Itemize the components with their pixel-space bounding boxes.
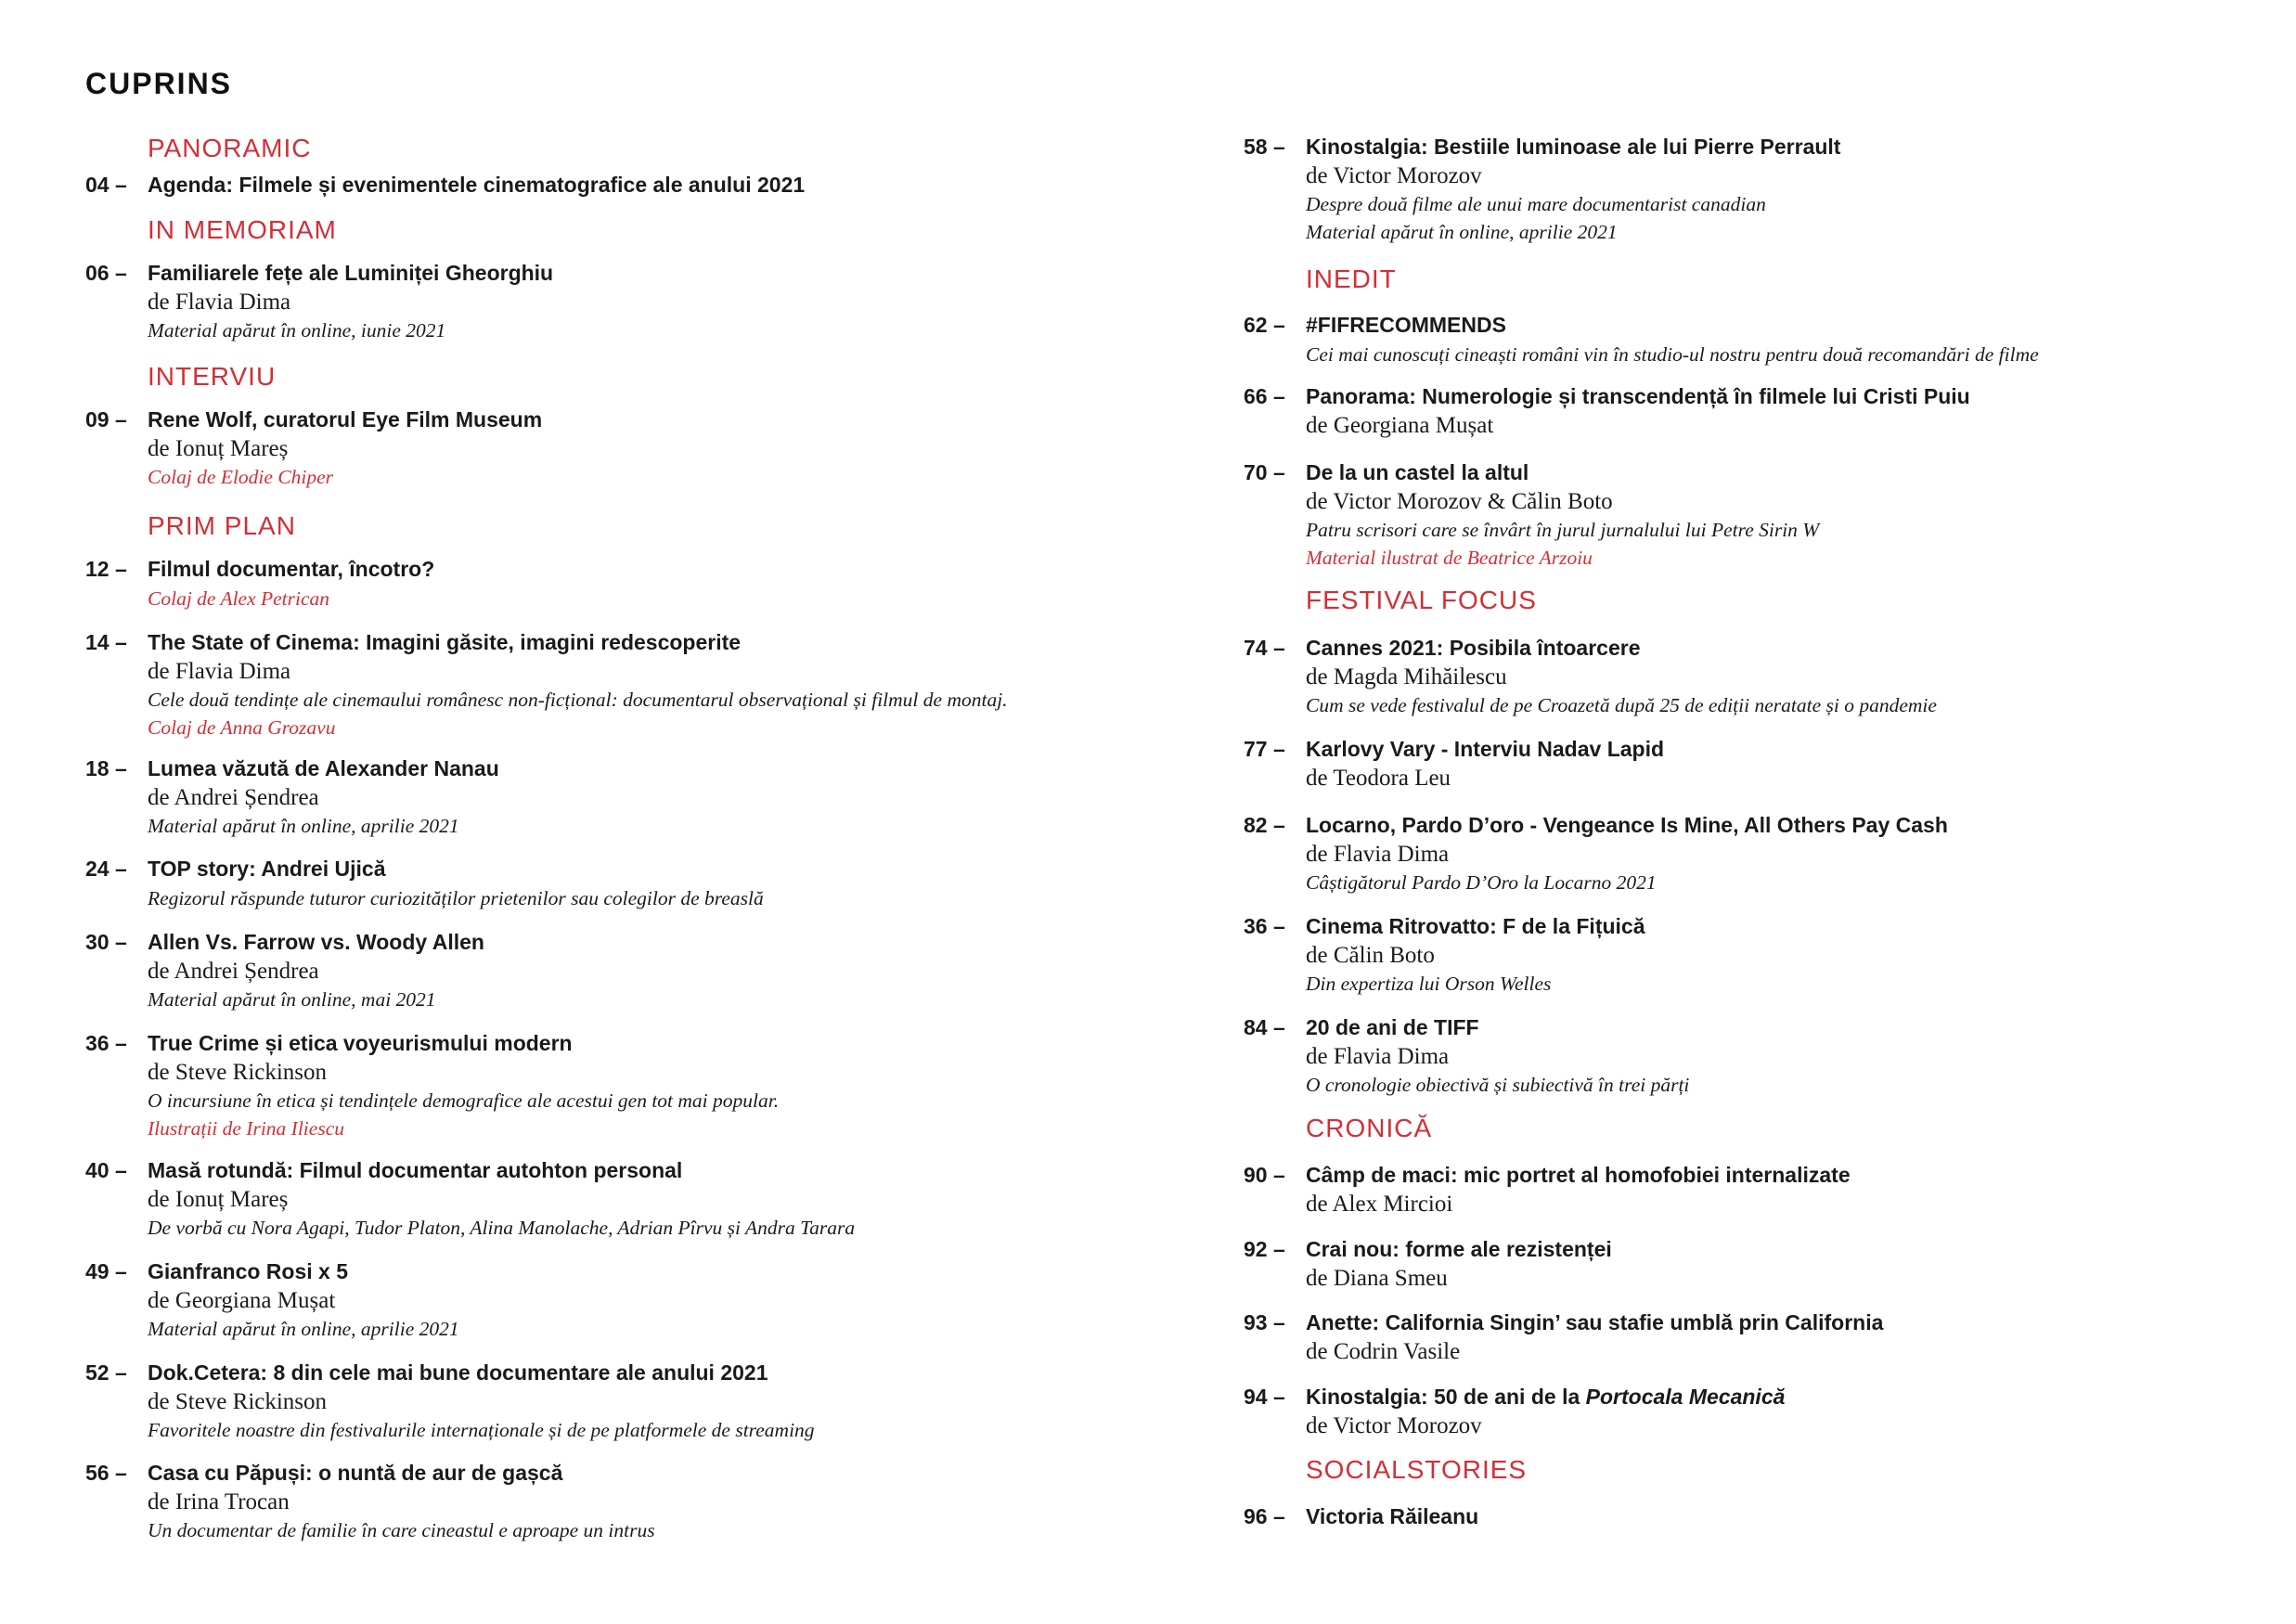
entry-author: de Ionuț Mareș [148,436,289,461]
page-number: 77 – [1244,737,1285,762]
entry-author: de Victor Morozov & Călin Boto [1306,489,1613,514]
entry-author: de Flavia Dima [148,659,291,684]
page-number: 96 – [1244,1504,1285,1529]
entry-author: de Teodora Leu [1306,766,1451,791]
entry-description: Favoritele noastre din festivalurile internaționale și de pe platformele de streaming [148,1419,815,1441]
entry-title: Locarno, Pardo D’oro - Vengeance Is Mine, All Others Pay Cash [1306,813,1948,837]
entry-description: Despre două filme ale unui mare documentarist canadian [1306,193,1766,215]
entry-title: Lumea văzută de Alexander Nanau [148,756,499,780]
entry-title: Panorama: Numerologie și transcendență în filmele lui Cristi Puiu [1306,384,1970,408]
page-number: 24 – [85,857,127,882]
page-number: 36 – [85,1031,127,1056]
entry-author: de Irina Trocan [148,1489,290,1514]
page-number: 14 – [85,630,127,655]
entry-description: Cei mai cunoscuți cineaști români vin în studio-ul nostru pentru două recomandări de filme [1306,343,2039,366]
page-number: 52 – [85,1360,127,1386]
section-heading-socialstories: SOCIALSTORIES [1306,1455,1528,1484]
page-number: 49 – [85,1259,127,1284]
entry-description: Din expertiza lui Orson Welles [1306,973,1552,995]
entry-title-text: Kinostalgia: 50 de ani de la [1306,1385,1586,1409]
entry-title: Dok.Cetera: 8 din cele mai bune documentare ale anului 2021 [148,1360,768,1385]
entry-title: Cannes 2021: Posibila întoarcere [1306,636,1641,660]
entry-description: Un documentar de familie în care cineastul e aproape un intrus [148,1519,655,1541]
page-number: 36 – [1244,914,1285,939]
entry-description: Cele două tendințe ale cinemaului românesc non-ficțional: documentarul observațional și filmul de montaj. [148,689,1008,711]
entry-author: de Diana Smeu [1306,1266,1448,1291]
entry-description: Material apărut în online, aprilie 2021 [148,815,459,837]
entry-description: O cronologie obiectivă și subiectivă în trei părți [1306,1074,1690,1096]
page-number: 40 – [85,1158,127,1183]
section-heading-interviu: INTERVIU [148,362,277,391]
entry-title: Allen Vs. Farrow vs. Woody Allen [148,930,484,954]
entry-title: Karlovy Vary - Interviu Nadav Lapid [1306,737,1665,761]
entry-title: Gianfranco Rosi x 5 [148,1259,349,1283]
entry-description: Câștigătorul Pardo D’Oro la Locarno 2021 [1306,871,1657,894]
entry-title: #FIFRECOMMENDS [1306,313,1506,337]
page-number: 62 – [1244,313,1285,338]
entry-author: de Flavia Dima [1306,1044,1450,1069]
entry-title: TOP story: Andrei Ujică [148,857,386,881]
page-number: 94 – [1244,1385,1285,1410]
entry-title: True Crime și etica voyeurismului modern [148,1031,573,1055]
section-heading-festival-focus: FESTIVAL FOCUS [1306,586,1537,614]
entry-title: Kinostalgia: Bestiile luminoase ale lui Pierre Perrault [1306,135,1841,159]
entry-description: Material apărut în online, mai 2021 [148,988,436,1011]
entry-description: Material apărut în online, aprilie 2021 [148,1318,459,1340]
entry-description: Material apărut în online, aprilie 2021 [1306,221,1618,243]
entry-description: Material apărut în online, iunie 2021 [148,319,446,342]
entry-title: Familiarele fețe ale Luminiței Gheorghiu [148,261,554,285]
entry-author: de Codrin Vasile [1306,1339,1461,1364]
page-number: 30 – [85,930,127,955]
entry-title: Masă rotundă: Filmul documentar autohton personal [148,1158,683,1182]
entry-credit: Colaj de Alex Petrican [148,587,330,610]
entry-title: De la un castel la altul [1306,460,1529,484]
entry-author: de Andrei Șendrea [148,785,319,810]
entry-author: de Victor Morozov [1306,163,1482,188]
section-heading-in-memoriam: IN MEMORIAM [148,215,337,244]
page-number: 74 – [1244,636,1285,661]
entry-title: Victoria Răileanu [1306,1504,1479,1528]
entry-title: Crai nou: forme ale rezistenței [1306,1237,1612,1261]
entry-title [1306,1385,1785,1410]
entry-author: de Flavia Dima [1306,842,1450,867]
entry-author: de Steve Rickinson [148,1389,328,1414]
page-number: 09 – [85,407,127,432]
page-number: 04 – [85,173,127,198]
page-number: 82 – [1244,813,1285,838]
entry-author: de Ionuț Mareș [148,1187,289,1212]
page-number: 06 – [85,261,127,286]
entry-title: Filmul documentar, încotro? [148,557,435,581]
entry-credit: Ilustrații de Irina Iliescu [148,1117,344,1140]
page-number: 12 – [85,557,127,582]
entry-author: de Alex Mircioi [1306,1192,1453,1217]
entry-credit: Material ilustrat de Beatrice Arzoiu [1306,547,1593,569]
page-number: 58 – [1244,135,1285,160]
entry-title: Anette: California Singin’ sau stafie umblă prin California [1306,1310,1884,1334]
entry-description: Cum se vede festivalul de pe Croazetă după 25 de ediții neratate și o pandemie [1306,694,1937,716]
page-number: 66 – [1244,384,1285,409]
entry-description: De vorbă cu Nora Agapi, Tudor Platon, Alina Manolache, Adrian Pîrvu și Andra Tarara [148,1217,856,1239]
entry-author: de Victor Morozov [1306,1413,1482,1438]
entry-title: Câmp de maci: mic portret al homofobiei internalizate [1306,1163,1851,1187]
entry-title-italic: Portocala Mecanică [1585,1385,1786,1409]
entry-description: O incursiune în etica și tendințele demografice ale acestui gen tot mai popular. [148,1089,780,1112]
section-heading-inedit: INEDIT [1306,264,1397,293]
entry-description: Patru scrisori care se învârt în jurul jurnalului lui Petre Sirin W [1306,519,1820,541]
section-heading-panoramic: PANORAMIC [148,134,312,162]
entry-credit: Colaj de Elodie Chiper [148,466,334,488]
entry-author: de Flavia Dima [148,290,291,315]
entry-title: The State of Cinema: Imagini găsite, imagini redescoperite [148,630,742,654]
entry-author: de Călin Boto [1306,943,1435,968]
page-number: 90 – [1244,1163,1285,1188]
entry-description: Regizorul răspunde tuturor curiozităților prietenilor sau colegilor de breaslă [148,887,764,909]
entry-title: Casa cu Păpuși: o nuntă de aur de gașcă [148,1461,563,1485]
entry-author: de Magda Mihăilescu [1306,664,1507,690]
page-number: 18 – [85,756,127,781]
page-number: 84 – [1244,1015,1285,1040]
page-title: CUPRINS [85,67,233,100]
page-number: 56 – [85,1461,127,1486]
entry-title: Rene Wolf, curatorul Eye Film Museum [148,407,543,432]
entry-title: 20 de ani de TIFF [1306,1015,1479,1039]
section-heading-cronica: CRONICĂ [1306,1114,1433,1142]
entry-title: Cinema Ritrovatto: F de la Fițuică [1306,914,1645,938]
entry-credit: Colaj de Anna Grozavu [148,716,336,739]
page-number: 70 – [1244,460,1285,485]
entry-author: de Steve Rickinson [148,1060,328,1085]
entry-author: de Georgiana Mușat [1306,413,1494,438]
entry-title: Agenda: Filmele și evenimentele cinematografice ale anului 2021 [148,173,806,197]
entry-author: de Andrei Șendrea [148,959,319,984]
section-heading-prim-plan: PRIM PLAN [148,511,296,540]
entry-author: de Georgiana Mușat [148,1288,336,1313]
page-number: 93 – [1244,1310,1285,1335]
page-number: 92 – [1244,1237,1285,1262]
